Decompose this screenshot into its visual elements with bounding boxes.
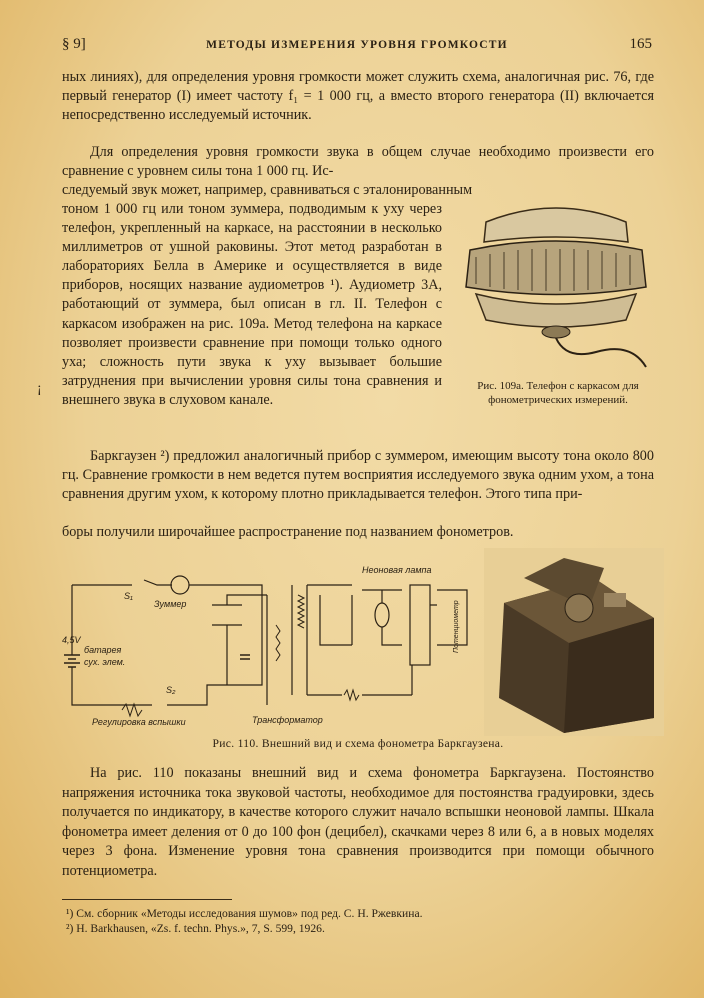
phonometer-schematic bbox=[62, 555, 482, 730]
label-battery: батарея bbox=[84, 645, 122, 655]
figure-110-caption: Рис. 110. Внешний вид и схема фонометра Баркгаузена. bbox=[212, 737, 504, 750]
footnote-2: ²) H. Barkhausen, «Zs. f. techn. Phys.», 7, S. 599, 1926. bbox=[66, 922, 325, 935]
label-s2: S₂ bbox=[166, 685, 176, 695]
label-voltage: 4,5V bbox=[62, 635, 81, 645]
page-number: 165 bbox=[629, 36, 652, 52]
label-transformer: Трансформатор bbox=[252, 715, 323, 725]
paragraph-3: Баркгаузен ²) предложил аналогичный прибор с зуммером, имеющим высоту тона около 800 гц. Сравнение громкости в нем ведется путем восприятия исследуемого звука одним ухом, а тона сравнения другим ухом, к которому плотно прикладывается телефон. Этого типа при- bbox=[62, 448, 654, 503]
section-number: § 9] bbox=[62, 36, 86, 52]
paragraph-3-cont: боры получили широчайшее распространение под названием фонометров. bbox=[62, 524, 514, 540]
label-battery2: сух. элем. bbox=[84, 657, 126, 667]
label-s1: S₁ bbox=[124, 591, 133, 601]
telephone-frame-figure bbox=[456, 202, 654, 372]
label-flash-adjust: Регулировка вспышки bbox=[92, 717, 186, 727]
running-header bbox=[62, 36, 652, 58]
label-neon-lamp: Неоновая лампа bbox=[362, 565, 432, 575]
phonometer-photo bbox=[484, 548, 664, 736]
label-buzzer: Зуммер bbox=[154, 599, 187, 609]
figure-109a-caption: Рис. 109а. Телефон с каркасом для фонометрических измерений. bbox=[477, 380, 639, 406]
paragraph-1: ных линиях), для определения уровня громкости может служить схема, аналогичная рис. 76, где первый генератор (I) имеет частоту f₁ = 1 000 гц, а вместо второго генератора (II) включается непосредственно исследуемый источник. bbox=[62, 69, 654, 124]
paragraph-2: Для определения уровня громкости звука в общем случае необходимо произвести его сравнение с уровнем силы тона 1 000 гц. Ис- bbox=[62, 144, 654, 180]
running-title: МЕТОДЫ ИЗМЕРЕНИЯ УРОВНЯ ГРОМКОСТИ bbox=[206, 39, 508, 51]
paragraph-2-cont: следуемый звук может, например, сравниваться с эталонированным bbox=[62, 182, 473, 198]
paragraph-2-wrap: тоном 1 000 гц или тоном зуммера, подводимым к уху через телефон, укрепленный на каркасе, на расстоянии в несколько миллиметров от ушной раковины. Этот метод разработан в лабораториях Белла в Америке и осуществляется в виде приборов, носящих название аудиометров ¹). Аудиометр 3А, работающий от зуммера, был описан в гл. II. Телефон с каркасом изображен на рис. 109а. Метод телефона на каркасе позволяет произвести сравнение при помощи только одного уха; сложность пути звука к уху вызывает большие затруднения при вычислении уровня силы тона сравнения и внешнего звука в слуховом канале. bbox=[62, 201, 442, 408]
footnote-1: ¹) См. сборник «Методы исследования шумов» под ред. С. Н. Ржевкина. bbox=[66, 907, 423, 920]
label-potentiometer: Потенциометр bbox=[453, 600, 460, 653]
margin-mark: ¡ bbox=[37, 381, 42, 396]
footnote-rule bbox=[62, 899, 232, 900]
paragraph-4: На рис. 110 показаны внешний вид и схема фонометра Баркгаузена. Постоянство напряжения источника тока звуковой частоты, необходимое для постоянства градуировки, здесь получается по индикатору, в качестве которого служит начало вспышки неоновой лампы. Шкала фонометра имеет деления от 0 до 100 фон (децибел), скачками через 8 или 6, а в новых моделях через 3 фона. Изменение уровня тона сравнения производится при помощи обычного потенциометра. bbox=[62, 765, 654, 879]
